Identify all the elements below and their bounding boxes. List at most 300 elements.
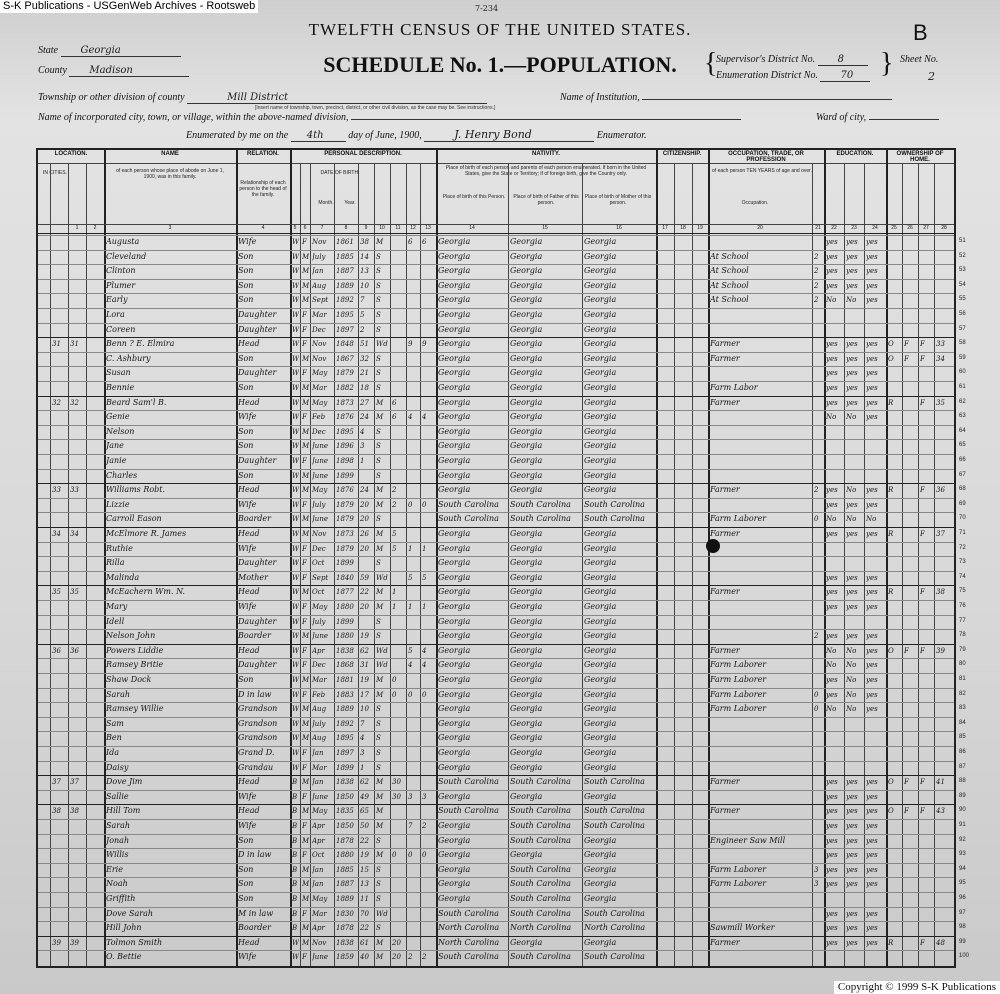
cell-name: Janie xyxy=(106,456,127,465)
cell-pob-father: South Carolina xyxy=(510,894,571,903)
cell-farm: F xyxy=(920,807,925,816)
cell-pob-mother: Georgia xyxy=(584,426,617,436)
header-occupation-instr: of each person TEN YEARS of age and over. xyxy=(712,168,812,174)
cell-occupation: At School xyxy=(710,295,749,305)
cell-color: B xyxy=(292,792,298,801)
cell-name: Powers Liddie xyxy=(106,645,164,655)
cell-months: 2 xyxy=(814,632,819,641)
cell-free: F xyxy=(904,807,909,816)
cell-relation: Wife xyxy=(238,952,257,962)
cell-month: Mar xyxy=(312,909,327,918)
cell-living: 4 xyxy=(422,646,427,655)
cell-year: 1848 xyxy=(336,340,354,349)
cell-pob-father: Georgia xyxy=(510,295,543,305)
cell-pob: Georgia xyxy=(438,894,471,903)
column-divider xyxy=(390,164,391,966)
cell-month: Dec xyxy=(312,661,326,670)
cell-month: Mar xyxy=(312,384,327,392)
cell-age: 18 xyxy=(360,384,369,392)
cell-relation: Son xyxy=(238,879,254,889)
cell-age: 13 xyxy=(360,880,369,889)
cell-pob-father: South Carolina xyxy=(510,864,571,874)
cell-name: Beard Sam'l B. xyxy=(106,397,167,407)
cell-pob: Georgia xyxy=(438,762,471,772)
cell-pob-father: Georgia xyxy=(510,368,543,378)
cell-name: Griffith xyxy=(106,894,136,903)
cell-color: W xyxy=(292,603,299,611)
cell-name: McEachern Wm. N. xyxy=(106,587,186,597)
cell-occupation: Farm Laborer xyxy=(710,879,767,889)
cell-family: 32 xyxy=(70,398,79,407)
cell-sex: F xyxy=(302,792,307,801)
line-number: 94 xyxy=(959,865,966,872)
cell-color: W xyxy=(292,281,299,290)
cell-owned: R xyxy=(888,486,894,495)
cell-name: Mary xyxy=(106,602,128,611)
column-divider xyxy=(918,164,919,966)
line-number: 56 xyxy=(959,311,966,317)
cell-children: 5 xyxy=(408,573,413,582)
cell-pob: Georgia xyxy=(438,412,471,422)
cell-months: 2 xyxy=(814,281,819,290)
cell-read: No xyxy=(826,646,837,655)
header-pob-father: Place of birth of Father of this person. xyxy=(513,194,579,206)
cell-english: yes xyxy=(866,705,878,714)
cell-color: W xyxy=(292,384,299,392)
cell-year: 1880 xyxy=(336,632,354,641)
cell-family: 37 xyxy=(70,778,79,787)
cell-sex: F xyxy=(302,413,307,422)
cell-month: Jan xyxy=(312,865,324,874)
cell-pob-mother: North Carolina xyxy=(584,923,646,933)
column-number: 2 xyxy=(93,225,97,231)
cell-write: yes xyxy=(846,836,858,845)
cell-pob-mother: Georgia xyxy=(584,558,617,568)
cell-pob-mother: Georgia xyxy=(584,587,617,597)
line-number: 74 xyxy=(959,573,966,580)
cell-sex: F xyxy=(302,311,307,319)
cell-month: Nov xyxy=(312,530,327,538)
cell-color: W xyxy=(292,413,299,422)
cell-yrs-married: 0 xyxy=(392,851,397,860)
column-number: 7 xyxy=(320,225,324,231)
cell-pob: South Carolina xyxy=(438,777,499,787)
cell-marital: M xyxy=(376,486,384,495)
column-divider xyxy=(68,164,69,966)
enumerator-label: Enumerator. xyxy=(596,130,647,141)
cell-living: 0 xyxy=(422,690,427,699)
cell-age: 4 xyxy=(360,734,365,743)
cell-marital: S xyxy=(376,749,381,757)
cell-year: 1877 xyxy=(336,588,354,597)
sheet-letter: B xyxy=(913,20,928,45)
cell-pob-mother: Georgia xyxy=(584,748,617,757)
cell-write: yes xyxy=(846,340,858,349)
cell-age: 40 xyxy=(360,953,369,962)
column-divider xyxy=(406,164,407,966)
cell-sex: F xyxy=(302,749,307,757)
cell-color: W xyxy=(292,719,299,728)
cell-name: Nelson John xyxy=(106,631,156,641)
cell-sex: M xyxy=(302,281,309,290)
cell-yrs-married: 5 xyxy=(392,544,397,553)
column-number: 26 xyxy=(907,225,913,231)
cell-pob-mother: Georgia xyxy=(584,675,617,684)
cell-year: 1838 xyxy=(336,646,354,655)
source-watermark: S-K Publications - USGenWeb Archives - Rootsweb xyxy=(0,0,258,13)
cell-months: 0 xyxy=(814,515,819,524)
cell-farm: F xyxy=(920,588,925,597)
column-divider xyxy=(334,164,335,966)
column-divider xyxy=(508,164,509,966)
cell-relation: Son xyxy=(238,353,254,363)
cell-month: Apr xyxy=(312,822,325,830)
cell-color: B xyxy=(292,909,298,918)
cell-month: Mar xyxy=(312,763,327,772)
institution-field xyxy=(560,92,892,103)
cell-pob-father: Georgia xyxy=(510,383,543,392)
cell-marital: M xyxy=(376,938,384,947)
cell-pob-mother: Georgia xyxy=(584,368,617,378)
cell-yrs-married: 2 xyxy=(392,486,397,495)
cell-month: June xyxy=(312,457,328,465)
cell-read: yes xyxy=(826,267,838,276)
cell-month: July xyxy=(312,252,326,261)
column-divider xyxy=(300,164,301,966)
right-brace: } xyxy=(880,48,894,79)
cell-marital: S xyxy=(376,427,381,436)
cell-sex: F xyxy=(302,646,307,655)
schedule-title: SCHEDULE No. 1.—POPULATION. xyxy=(323,52,677,77)
cell-year: 1838 xyxy=(336,938,354,947)
cell-pob: Georgia xyxy=(438,587,471,597)
cell-english: yes xyxy=(866,267,878,276)
cell-pob-mother: Georgia xyxy=(584,456,617,465)
enumerated-prefix: Enumerated by me on the xyxy=(186,130,289,141)
line-number: 61 xyxy=(959,384,966,390)
cell-name: Daisy xyxy=(106,762,129,772)
cell-english: yes xyxy=(866,865,878,874)
cell-pob-father: Georgia xyxy=(510,353,543,363)
line-number: 89 xyxy=(959,792,966,799)
cell-children: 2 xyxy=(408,953,413,962)
cell-sex: M xyxy=(302,296,309,305)
cell-months: 2 xyxy=(814,296,819,305)
cell-age: 10 xyxy=(360,705,369,714)
cell-name: Sam xyxy=(106,718,124,728)
enumeration-label: Enumeration District No. xyxy=(716,70,818,81)
cell-pob-mother: South Carolina xyxy=(584,777,645,787)
cell-age: 20 xyxy=(360,544,369,553)
enumerated-day: 4th xyxy=(291,130,346,142)
cell-yrs-married: 6 xyxy=(392,398,397,407)
line-number: 70 xyxy=(959,515,966,522)
cell-pob-mother: Georgia xyxy=(584,353,617,363)
cell-pob: North Carolina xyxy=(438,923,500,933)
cell-relation: M in law xyxy=(238,908,274,918)
cell-pob-mother: South Carolina xyxy=(584,821,645,830)
cell-pob-mother: Georgia xyxy=(584,397,617,407)
cell-sex: F xyxy=(302,325,307,334)
cell-pob-father: South Carolina xyxy=(510,908,571,918)
cell-color: W xyxy=(292,544,299,553)
cell-marital: S xyxy=(376,384,381,392)
cell-living: 1 xyxy=(422,544,427,553)
cell-pob-father: South Carolina xyxy=(510,952,571,962)
cell-marital: S xyxy=(376,617,381,626)
column-divider xyxy=(50,164,51,966)
cell-age: 49 xyxy=(360,792,369,801)
cell-sex: F xyxy=(302,822,307,830)
cell-month: Mar xyxy=(312,311,327,319)
state-field xyxy=(38,45,181,57)
cell-color: B xyxy=(292,836,298,845)
cell-relation: Wife xyxy=(238,543,257,553)
cell-yrs-married: 1 xyxy=(392,603,397,611)
cell-year: 1881 xyxy=(336,676,354,684)
cell-year: 1879 xyxy=(336,500,354,509)
cell-name: Clinton xyxy=(106,266,136,276)
cell-sex: M xyxy=(302,252,309,261)
cell-occupation: Farmer xyxy=(710,777,740,787)
cell-marital: S xyxy=(376,880,381,889)
enumerated-line xyxy=(186,128,647,142)
line-number: 69 xyxy=(959,500,966,507)
cell-name: Ruthie xyxy=(106,543,133,553)
cell-farm: F xyxy=(920,646,925,655)
cell-pob-mother: Georgia xyxy=(584,237,617,246)
column-number: 8 xyxy=(344,225,348,231)
cell-english: yes xyxy=(866,588,878,597)
cell-marital: M xyxy=(376,778,384,787)
cell-pob-mother: Georgia xyxy=(584,543,617,553)
cell-relation: Daughter xyxy=(238,368,277,378)
cell-pob-father: Georgia xyxy=(510,660,543,670)
cell-free: F xyxy=(904,778,909,787)
cell-age: 31 xyxy=(360,661,369,670)
cell-year: 1887 xyxy=(336,267,354,276)
cell-living: 2 xyxy=(422,953,427,962)
cell-pob: Georgia xyxy=(438,689,471,699)
column-divider xyxy=(86,164,87,966)
cell-age: 2 xyxy=(360,325,365,334)
cell-age: 19 xyxy=(360,851,369,860)
cell-color: B xyxy=(292,851,298,860)
cell-relation: Son xyxy=(238,470,254,480)
cell-month: Nov xyxy=(312,354,327,363)
cell-occupation: Farm Laborer xyxy=(710,704,767,714)
column-divider xyxy=(374,164,375,966)
cell-color: W xyxy=(292,661,299,670)
cell-sex: M xyxy=(302,530,309,538)
copyright-watermark: Copyright © 1999 S-K Publications xyxy=(834,981,1000,994)
cell-sex: F xyxy=(302,573,307,582)
cell-read: yes xyxy=(826,252,838,261)
cell-color: W xyxy=(292,500,299,509)
cell-year: 1895 xyxy=(336,311,354,319)
line-number: 100 xyxy=(959,953,970,960)
cell-dwelling: 35 xyxy=(52,588,61,597)
cell-year: 1840 xyxy=(336,573,354,582)
line-number: 90 xyxy=(959,807,966,814)
cell-sched: 37 xyxy=(936,530,945,538)
supervisor-value: 8 xyxy=(818,54,868,66)
header-birth: DATE OF BIRTH. xyxy=(320,170,360,176)
cell-sex: M xyxy=(302,354,309,363)
cell-pob-father: Georgia xyxy=(510,485,543,495)
cell-age: 51 xyxy=(360,340,369,349)
cell-pob-mother: South Carolina xyxy=(584,952,645,962)
line-number: 99 xyxy=(959,938,966,945)
cell-color: W xyxy=(292,427,299,436)
cell-read: yes xyxy=(826,792,838,801)
cell-color: W xyxy=(292,398,299,407)
cell-english: yes xyxy=(866,646,878,655)
cell-living: 3 xyxy=(422,792,427,801)
cell-read: yes xyxy=(826,924,838,933)
cell-marital: S xyxy=(376,471,381,480)
cell-month: June xyxy=(312,953,328,962)
cell-marital: S xyxy=(376,515,381,524)
cell-sex: M xyxy=(302,632,309,641)
cell-age: 1 xyxy=(360,457,365,465)
cell-pob-father: Georgia xyxy=(510,339,543,349)
cell-yrs-married: 20 xyxy=(392,953,401,962)
state-value: Georgia xyxy=(61,45,181,57)
line-number: 77 xyxy=(959,617,966,624)
cell-age: 24 xyxy=(360,486,369,495)
cell-sex: F xyxy=(302,661,307,670)
cell-age: 20 xyxy=(360,500,369,509)
cell-relation: Daughter xyxy=(238,310,277,319)
cell-marital: S xyxy=(376,763,381,772)
cell-month: Jan xyxy=(312,267,324,276)
cell-sex: M xyxy=(302,807,309,816)
cell-relation: Wife xyxy=(238,602,257,611)
cell-read: No xyxy=(826,515,837,524)
cell-sched: 33 xyxy=(936,340,945,349)
cell-color: W xyxy=(292,442,299,451)
cell-pob: Georgia xyxy=(438,456,471,465)
cell-relation: D in law xyxy=(238,689,272,699)
cell-color: W xyxy=(292,471,299,480)
cell-pob: Georgia xyxy=(438,543,471,553)
column-divider xyxy=(812,164,813,966)
line-number: 91 xyxy=(959,822,966,828)
cell-age: 19 xyxy=(360,632,369,641)
cell-relation: D in law xyxy=(238,850,272,860)
cell-color: B xyxy=(292,924,298,933)
column-divider xyxy=(692,164,693,966)
line-number: 59 xyxy=(959,354,966,361)
cell-color: B xyxy=(292,865,298,874)
cell-name: Benn ? E. Elmira xyxy=(106,339,175,349)
cell-name: Jane xyxy=(106,441,124,451)
cell-pob: Georgia xyxy=(438,310,471,319)
header-year: Year. xyxy=(344,200,356,206)
cell-pob-father: Georgia xyxy=(510,937,543,947)
cell-month: June xyxy=(312,471,328,480)
cell-year: 1880 xyxy=(336,851,354,860)
cell-pob-father: Georgia xyxy=(510,733,543,743)
cell-children: 4 xyxy=(408,413,413,422)
county-label: County xyxy=(38,65,67,76)
cell-pob: Georgia xyxy=(438,864,471,874)
cell-yrs-married: 0 xyxy=(392,676,397,684)
cell-pob-father: Georgia xyxy=(510,426,543,436)
cell-pob: Georgia xyxy=(438,558,471,568)
cell-color: B xyxy=(292,895,298,903)
column-divider xyxy=(310,164,311,966)
cell-month: Oct xyxy=(312,851,325,860)
cell-occupation: At School xyxy=(710,266,749,276)
cell-sched: 43 xyxy=(936,807,945,816)
cell-sex: F xyxy=(302,238,307,246)
cell-read: yes xyxy=(826,530,838,538)
cell-month: May xyxy=(312,895,328,903)
cell-year: 1899 xyxy=(336,471,354,480)
cell-marital: S xyxy=(376,457,381,465)
cell-write: yes xyxy=(846,792,858,801)
cell-english: yes xyxy=(866,296,878,305)
cell-marital: Wd xyxy=(376,573,388,582)
cell-write: yes xyxy=(846,924,858,933)
column-number: 27 xyxy=(923,225,929,231)
cell-year: 1859 xyxy=(336,953,354,962)
header-month: Month. xyxy=(318,200,334,206)
cell-read: yes xyxy=(826,369,838,378)
state-label: State xyxy=(38,45,58,56)
cell-marital: M xyxy=(376,807,384,816)
cell-pob: Georgia xyxy=(438,339,471,349)
line-number: 62 xyxy=(959,398,966,405)
cell-marital: S xyxy=(376,296,381,305)
cell-relation: Head xyxy=(238,529,260,538)
cell-pob-father: Georgia xyxy=(510,704,543,714)
cell-english: yes xyxy=(866,778,878,787)
cell-color: W xyxy=(292,486,299,495)
cell-month: Nov xyxy=(312,238,327,246)
cell-pob: South Carolina xyxy=(438,806,499,816)
enumeration-field xyxy=(716,70,870,82)
cell-year: 1897 xyxy=(336,749,354,757)
cell-sex: M xyxy=(302,471,309,480)
cell-color: B xyxy=(292,778,298,787)
cell-color: W xyxy=(292,676,299,684)
cell-sex: F xyxy=(302,851,307,860)
line-number: 96 xyxy=(959,895,966,901)
cell-marital: S xyxy=(376,325,381,334)
cell-age: 11 xyxy=(360,895,369,903)
cell-name: Shaw Dock xyxy=(106,675,152,684)
cell-dwelling: 39 xyxy=(52,938,61,947)
cell-write: yes xyxy=(846,603,858,611)
cell-read: yes xyxy=(826,676,838,684)
cell-read: yes xyxy=(826,500,838,509)
cell-month: Oct xyxy=(312,559,325,568)
cell-read: yes xyxy=(826,384,838,392)
cell-color: W xyxy=(292,559,299,568)
line-number: 76 xyxy=(959,603,966,609)
cell-name: Coreen xyxy=(106,324,136,334)
cell-pob-father: North Carolina xyxy=(510,923,572,933)
column-number: 17 xyxy=(662,225,668,231)
cell-relation: Head xyxy=(238,587,260,597)
cell-pob: Georgia xyxy=(438,397,471,407)
cell-month: Oct xyxy=(312,588,325,597)
cell-read: yes xyxy=(826,778,838,787)
column-number: 21 xyxy=(815,225,821,231)
